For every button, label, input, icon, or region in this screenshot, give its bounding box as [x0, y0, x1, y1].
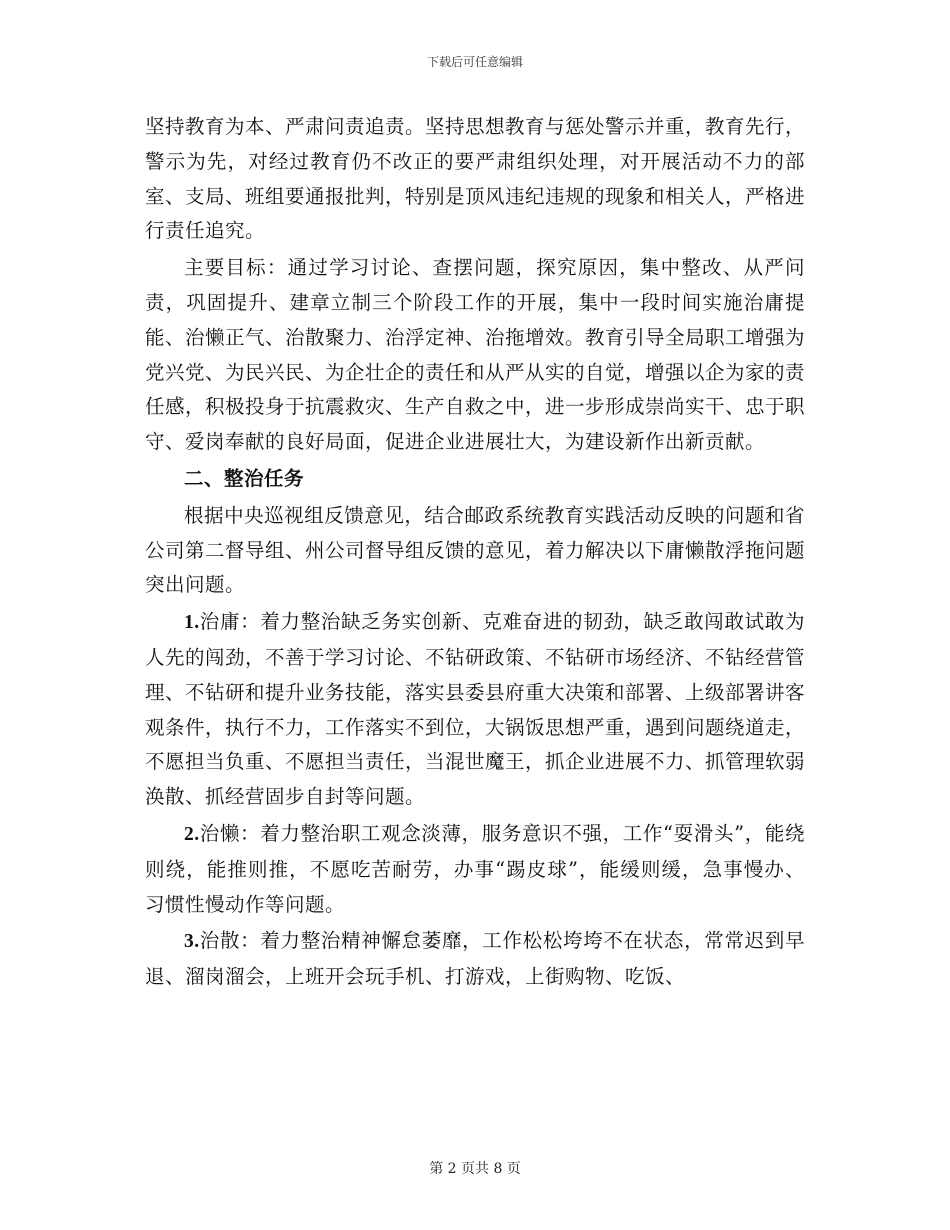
document-body — [145, 110, 805, 997]
page-header-note: 下载后可任意编辑 — [426, 55, 523, 69]
list-item-laxity — [145, 924, 805, 995]
list-item-number: 2. — [184, 823, 200, 845]
list-item-text: 治懒：着力整治职工观念淡薄，服务意识不强，工作“耍滑头”，能绕则绕，能推则推，不愿吃苦耐劳，办事“踢皮球”，能缓则缓，急事慢办、习惯性慢动作等问题。 — [145, 821, 805, 916]
page-number-footer: 第 2 页共 8 页 — [429, 1161, 521, 1177]
section-heading-tasks: 二、整治任务 — [184, 466, 305, 490]
list-item-laziness — [145, 817, 805, 922]
paragraph-main-goal: 主要目标：通过学习讨论、查摆问题，探究原因，集中整改、从严问责，巩固提升、建章立制三个阶段工作的开展，集中一段时间实施治庸提能、治懒正气、治散聚力、治浮定神、治拖增效。教育引导全局职工增强为党兴党、为民兴民、为企壮企的责任和从严从实的自觉，增强以企为家的责任感，积极投身于抗震救灾、生产自救之中，进一步形成崇尚实干、忠于职守、爱岗奉献的良好局面，促进企业进展壮大，为建设新作出新贡献。 — [145, 256, 806, 454]
paragraph-accountability: 坚持教育为本、严肃问责追责。坚持思想教育与惩处警示并重，教育先行，警示为先，对经过教育仍不改正的要严肃组织处理，对开展活动不力的部室、支局、班组要通报批判，特别是顶风违纪违规的现象和相关人，严格进行责任追究。 — [145, 115, 806, 243]
list-item-text: 治散：着力整治精神懈怠萎靡，工作松松垮垮不在状态，常常迟到早退、溜岗溜会，上班开会玩手机、打游戏，上街购物、吃饭、 — [145, 929, 805, 989]
list-item-number: 1. — [184, 612, 200, 634]
paragraph-task-intro: 根据中央巡视组反馈意见，结合邮政系统教育实践活动反映的问题和省公司第二督导组、州公司督导组反馈的意见，着力解决以下庸懒散浮拖问题突出问题。 — [145, 503, 806, 597]
list-item-text: 治庸：着力整治缺乏务实创新、克难奋进的韧劲，缺乏敢闯敢试敢为人先的闯劲，不善于学习讨论、不钻研政策、不钻研市场经济、不钻经营管理、不钻研和提升业务技能，落实县委县府重大决策和部署、上级部署讲客观条件，执行不力，工作落实不到位，大锅饭思想严重，遇到问题绕道走，不愿担当负重、不愿担当责任，当混世魔王，抓企业进展不力、抓管理软弱涣散、抓经营固步自封等问题。 — [145, 610, 806, 809]
list-item-number: 3. — [184, 931, 200, 953]
list-item-mediocrity — [145, 605, 805, 815]
